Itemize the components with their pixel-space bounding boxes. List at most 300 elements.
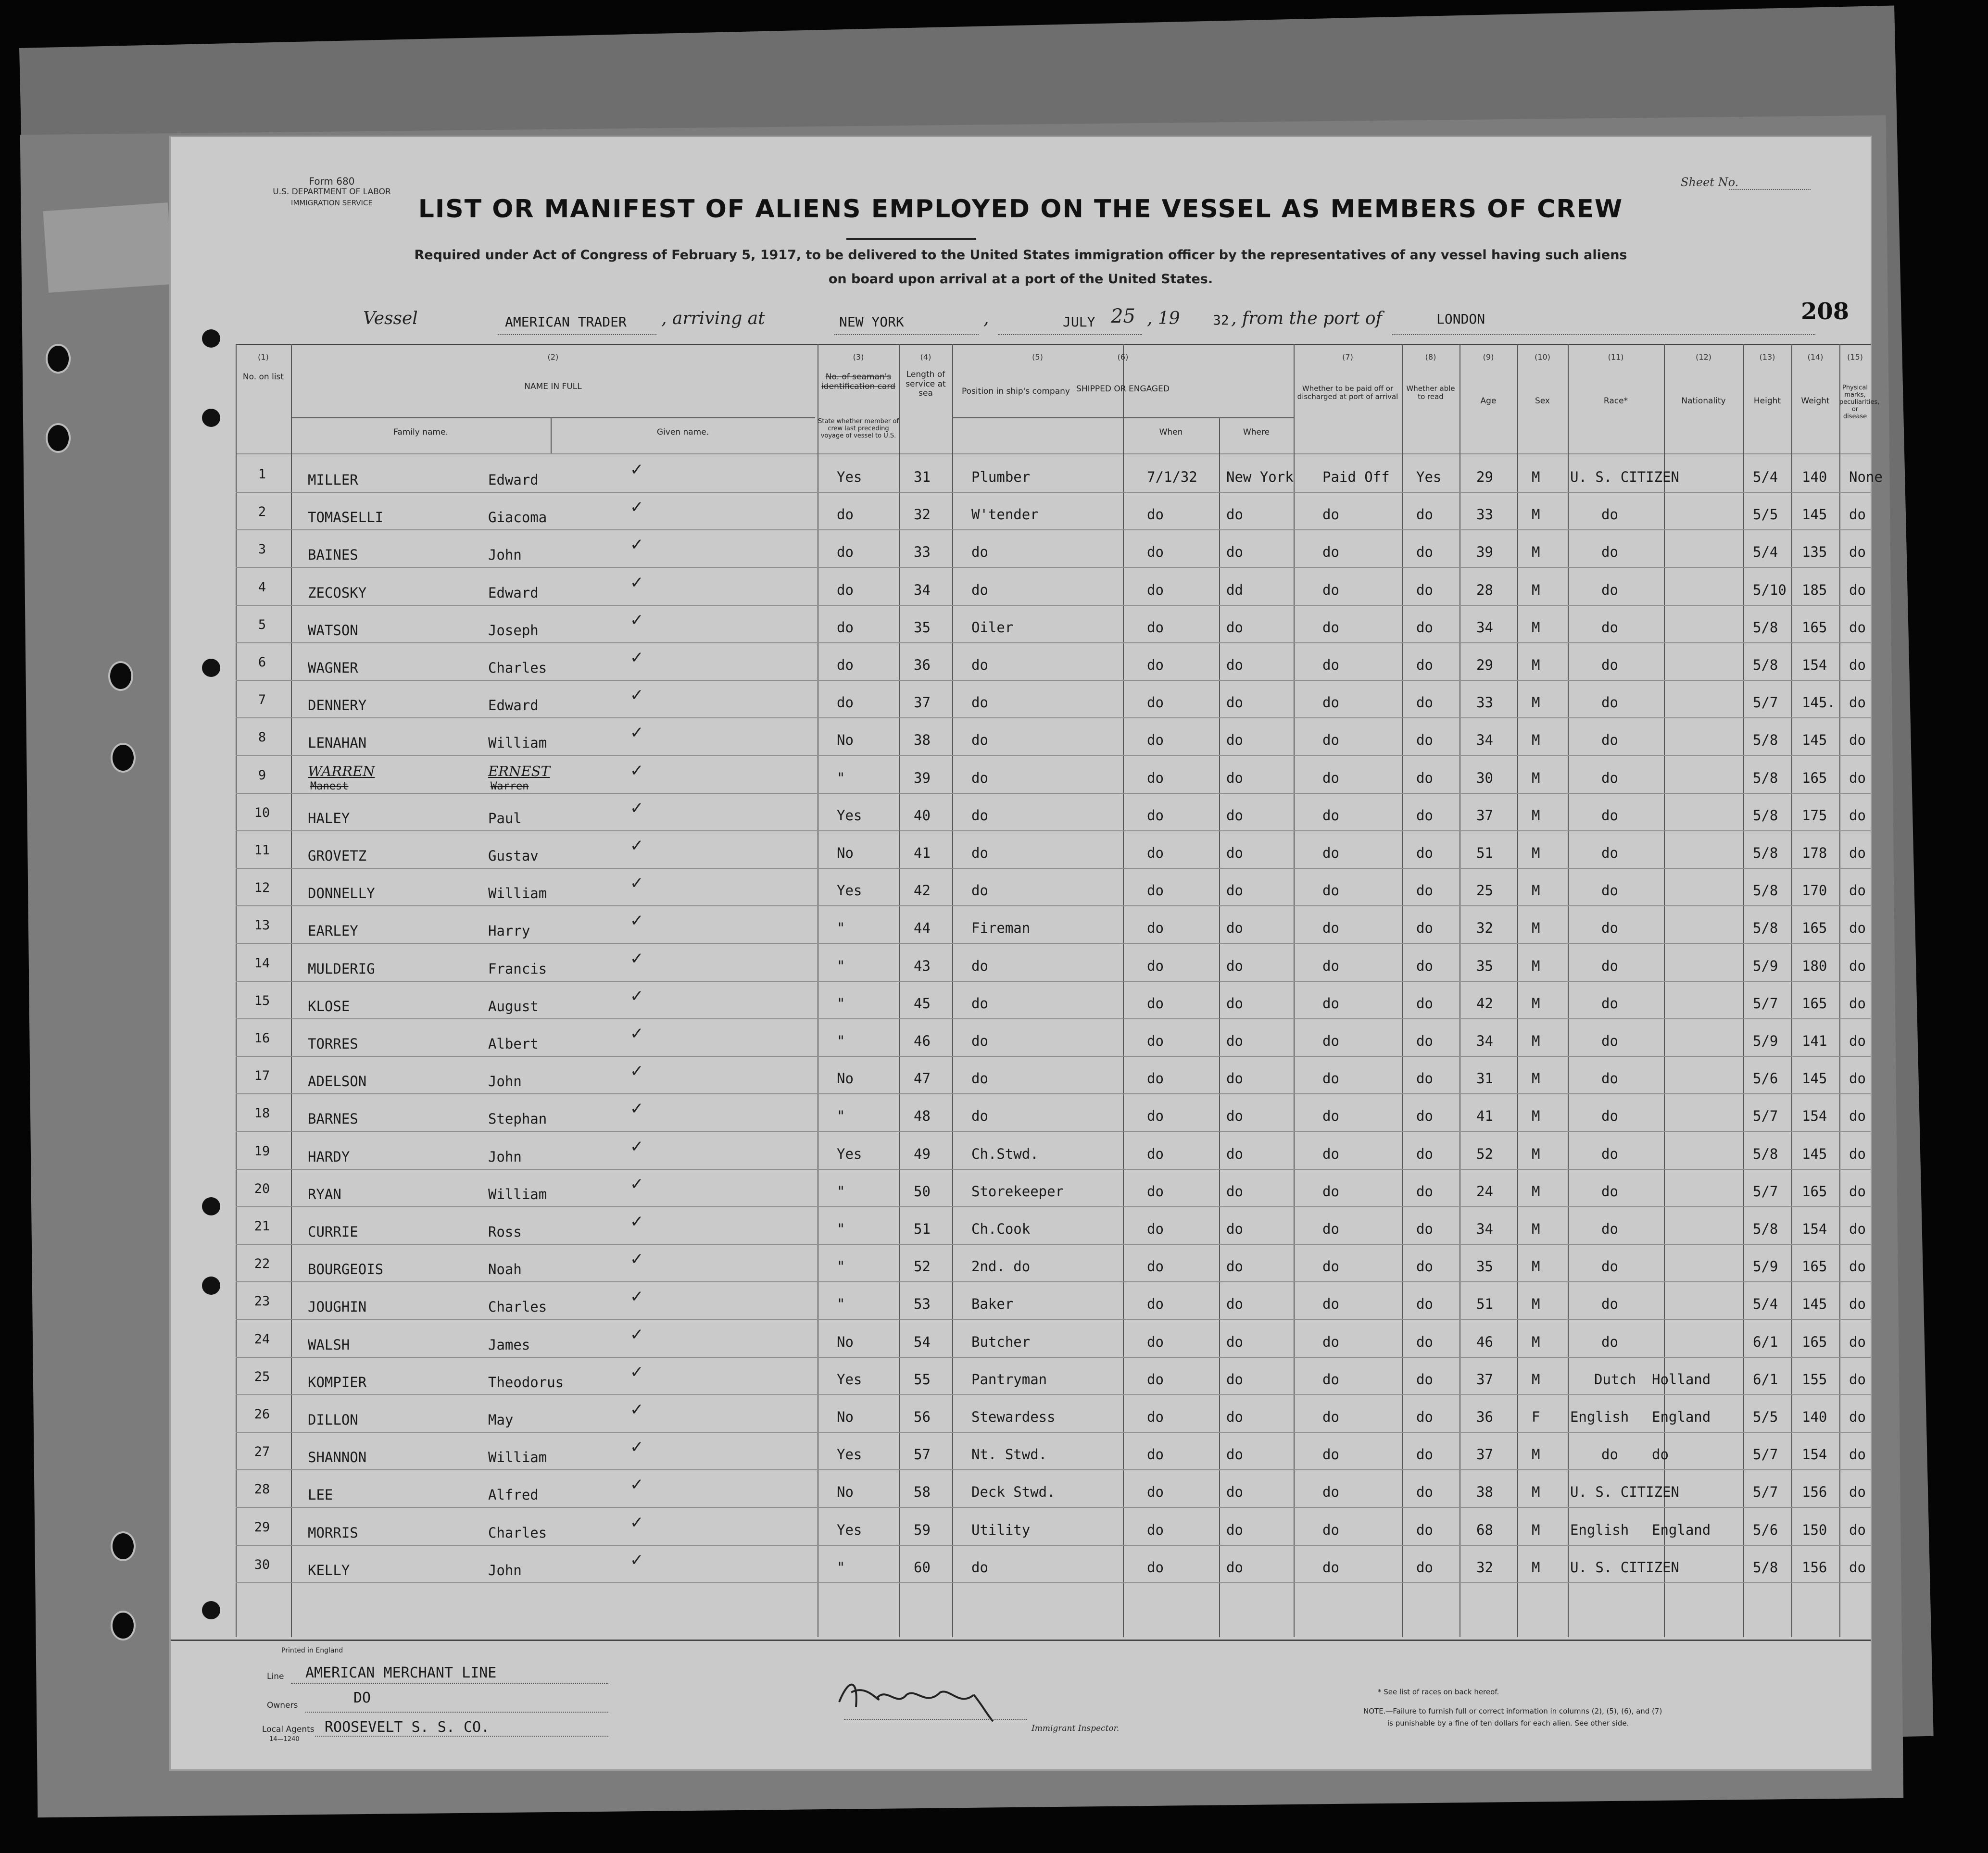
row-rule — [236, 717, 1871, 718]
shipped-when-cell: do — [1147, 769, 1164, 786]
penalty-note-1: NOTE.—Failure to furnish full or correct information in columns (2), (5), (6), and (7) — [1363, 1707, 1662, 1715]
race-cell: do — [1601, 1108, 1618, 1125]
column-rule — [236, 344, 237, 1637]
able-read-cell: Yes — [1416, 469, 1442, 485]
service-length-cell: 38 — [914, 732, 931, 749]
previous-voyage-cell: " — [837, 1296, 845, 1313]
department-name: U.S. DEPARTMENT OF LABOR — [273, 187, 391, 197]
arriving-label: , arriving at — [661, 309, 765, 328]
row-number: 19 — [254, 1143, 270, 1159]
line-label: Line — [267, 1672, 284, 1681]
position-cell: Plumber — [971, 469, 1031, 485]
check-mark-icon: ✓ — [630, 1212, 644, 1231]
shipped-when-cell: do — [1147, 1559, 1164, 1576]
given-name-cell: Noah — [488, 1261, 522, 1278]
check-mark-icon: ✓ — [630, 1099, 644, 1119]
physical-marks-cell: do — [1849, 1296, 1866, 1313]
sex-cell: M — [1532, 1221, 1540, 1237]
shipped-where-cell: do — [1226, 544, 1243, 561]
shipped-when-cell: do — [1147, 506, 1164, 523]
weight-cell: 165 — [1802, 1258, 1827, 1275]
physical-marks-cell: do — [1849, 1559, 1866, 1576]
height-cell: 5/8 — [1753, 845, 1778, 861]
header-position: Position in ship's company — [962, 387, 1070, 396]
paid-off-cell: do — [1322, 769, 1339, 786]
age-cell: 37 — [1476, 807, 1493, 824]
sex-cell: M — [1532, 469, 1540, 485]
struck-original-family: Manest — [310, 780, 349, 792]
sex-cell: M — [1532, 845, 1540, 861]
check-mark-icon: ✓ — [630, 836, 644, 855]
shipped-where-cell: do — [1226, 506, 1243, 523]
row-rule — [236, 1545, 1871, 1546]
shipped-when-cell: do — [1147, 1183, 1164, 1200]
paid-off-cell: do — [1322, 581, 1339, 598]
position-cell: Nt. Stwd. — [971, 1446, 1047, 1463]
service-length-cell: 40 — [914, 807, 931, 824]
weight-cell: 156 — [1802, 1559, 1827, 1576]
agents-value: ROOSEVELT S. S. CO. — [325, 1719, 490, 1736]
row-number: 1 — [258, 467, 266, 482]
nationality-cell: England — [1652, 1409, 1711, 1425]
sheet-number-field — [1729, 189, 1811, 190]
column-number: (8) — [1425, 352, 1436, 362]
sex-cell: M — [1532, 732, 1540, 749]
able-read-cell: do — [1416, 1333, 1433, 1350]
height-cell: 5/8 — [1753, 619, 1778, 636]
row-rule — [236, 1319, 1871, 1320]
position-cell: W'tender — [971, 506, 1039, 523]
service-name: IMMIGRATION SERVICE — [291, 199, 373, 207]
column-number: (11) — [1608, 352, 1624, 362]
weight-cell: 154 — [1802, 1446, 1827, 1463]
previous-voyage-cell: " — [837, 995, 845, 1012]
service-length-cell: 54 — [914, 1333, 931, 1350]
service-length-cell: 56 — [914, 1409, 931, 1425]
position-cell: Stewardess — [971, 1409, 1056, 1425]
shipped-where-cell: do — [1226, 957, 1243, 974]
row-number: 30 — [254, 1557, 270, 1572]
given-name-cell: John — [488, 1148, 522, 1165]
weight-cell: 180 — [1802, 957, 1827, 974]
paid-off-cell: do — [1322, 920, 1339, 937]
race-cell: do — [1601, 506, 1618, 523]
previous-voyage-cell: No — [837, 845, 854, 861]
service-length-cell: 59 — [914, 1521, 931, 1538]
shipped-where-cell: do — [1226, 1221, 1243, 1237]
row-rule — [236, 793, 1871, 794]
family-name-cell: DILLON — [308, 1412, 358, 1428]
race-cell: English — [1570, 1521, 1629, 1538]
age-cell: 25 — [1476, 882, 1493, 899]
previous-voyage-cell: Yes — [837, 882, 862, 899]
able-read-cell: do — [1416, 1258, 1433, 1275]
race-cell: U. S. CITIZEN — [1570, 1484, 1679, 1501]
race-cell: do — [1601, 845, 1618, 861]
check-mark-icon: ✓ — [630, 1287, 644, 1307]
given-name-cell: William — [488, 1186, 547, 1202]
paid-off-cell: do — [1322, 619, 1339, 636]
row-number: 20 — [254, 1181, 270, 1196]
weight-cell: 154 — [1802, 1108, 1827, 1125]
race-cell: do — [1601, 1145, 1618, 1162]
position-cell: Utility — [971, 1521, 1031, 1538]
given-name-cell: Joseph — [488, 622, 539, 639]
paid-off-cell: do — [1322, 1258, 1339, 1275]
service-length-cell: 42 — [914, 882, 931, 899]
penalty-note-2: is punishable by a fine of ten dollars for each alien. See other side. — [1387, 1719, 1629, 1728]
shipped-where-cell: do — [1226, 657, 1243, 673]
given-name-cell: William — [488, 1449, 547, 1466]
weight-cell: 145. — [1802, 694, 1836, 711]
paid-off-cell: do — [1322, 845, 1339, 861]
given-name-cell: Stephan — [488, 1111, 547, 1127]
previous-voyage-cell: Yes — [837, 469, 862, 485]
race-cell: do — [1601, 694, 1618, 711]
race-cell: do — [1601, 807, 1618, 824]
owners-value: DO — [353, 1690, 371, 1706]
position-cell: Ch.Cook — [971, 1221, 1031, 1237]
position-cell: Storekeeper — [971, 1183, 1064, 1200]
height-cell: 5/4 — [1753, 544, 1778, 561]
weight-cell: 140 — [1802, 1409, 1827, 1425]
paid-off-cell: do — [1322, 1033, 1339, 1049]
paid-off-cell: do — [1322, 1484, 1339, 1501]
check-mark-icon: ✓ — [630, 1513, 644, 1532]
row-rule — [236, 755, 1871, 756]
physical-marks-cell: do — [1849, 544, 1866, 561]
nationality-cell: do — [1652, 1446, 1669, 1463]
check-mark-icon: ✓ — [630, 798, 644, 818]
able-read-cell: do — [1416, 1296, 1433, 1313]
age-cell: 35 — [1476, 1258, 1493, 1275]
shipped-where-cell: do — [1226, 1296, 1243, 1313]
height-cell: 5/9 — [1753, 1258, 1778, 1275]
position-cell: do — [971, 769, 988, 786]
previous-voyage-cell: do — [837, 544, 854, 561]
sex-cell: M — [1532, 1333, 1540, 1350]
physical-marks-cell: do — [1849, 1183, 1866, 1200]
from-port-label: , from the port of — [1231, 309, 1382, 328]
footer-rule — [171, 1640, 1871, 1641]
shipped-when-cell: do — [1147, 1296, 1164, 1313]
row-number: 8 — [258, 730, 266, 745]
header-weight: Weight — [1801, 396, 1830, 406]
given-name-cell: James — [488, 1336, 530, 1353]
service-length-cell: 31 — [914, 469, 931, 485]
row-number: 25 — [254, 1369, 270, 1384]
sex-cell: M — [1532, 920, 1540, 937]
able-read-cell: do — [1416, 920, 1433, 937]
given-name-cell: Edward — [488, 584, 539, 601]
physical-marks-cell: do — [1849, 1371, 1866, 1388]
weight-cell: 140 — [1802, 469, 1827, 485]
check-mark-icon: ✓ — [630, 1137, 644, 1156]
column-number: (9) — [1483, 352, 1494, 362]
row-rule — [236, 1507, 1871, 1508]
row-rule — [236, 868, 1871, 869]
family-name-cell: MULDERIG — [308, 960, 375, 977]
position-cell: do — [971, 807, 988, 824]
height-cell: 5/7 — [1753, 1108, 1778, 1125]
family-name-cell: HARDY — [308, 1148, 350, 1165]
able-read-cell: do — [1416, 1033, 1433, 1049]
service-length-cell: 48 — [914, 1108, 931, 1125]
race-cell: do — [1601, 769, 1618, 786]
service-length-cell: 35 — [914, 619, 931, 636]
age-cell: 32 — [1476, 920, 1493, 937]
age-cell: 34 — [1476, 1221, 1493, 1237]
height-cell: 5/6 — [1753, 1070, 1778, 1087]
sex-cell: M — [1532, 1145, 1540, 1162]
shipped-when-cell: do — [1147, 1033, 1164, 1049]
service-length-cell: 32 — [914, 506, 931, 523]
previous-voyage-cell: " — [837, 1221, 845, 1237]
partial-stamp — [43, 202, 173, 293]
column-number: (4) — [920, 352, 931, 362]
previous-voyage-cell: do — [837, 657, 854, 673]
family-name-cell: KOMPIER — [308, 1374, 367, 1390]
sex-cell: M — [1532, 882, 1540, 899]
shipped-where-cell: do — [1226, 1333, 1243, 1350]
row-number: 28 — [254, 1482, 270, 1497]
column-number: (15) — [1847, 352, 1863, 362]
shipped-where-cell: do — [1226, 1108, 1243, 1125]
paid-off-cell: do — [1322, 1145, 1339, 1162]
age-cell: 34 — [1476, 732, 1493, 749]
column-number: (5) — [1032, 352, 1043, 362]
check-mark-icon: ✓ — [630, 498, 644, 517]
height-cell: 5/8 — [1753, 769, 1778, 786]
height-cell: 5/5 — [1753, 1409, 1778, 1425]
previous-voyage-cell: Yes — [837, 1446, 862, 1463]
check-mark-icon: ✓ — [630, 610, 644, 630]
races-note: * See list of races on back hereof. — [1378, 1688, 1499, 1696]
race-cell: do — [1601, 957, 1618, 974]
row-rule — [236, 680, 1871, 681]
sex-cell: M — [1532, 544, 1540, 561]
age-cell: 51 — [1476, 1296, 1493, 1313]
able-read-cell: do — [1416, 1371, 1433, 1388]
shipped-where-cell: do — [1226, 1145, 1243, 1162]
check-mark-icon: ✓ — [630, 648, 644, 667]
able-read-cell: do — [1416, 506, 1433, 523]
check-mark-icon: ✓ — [630, 723, 644, 743]
family-name-cell: WAGNER — [308, 660, 358, 676]
inspector-label: Immigrant Inspector. — [1032, 1724, 1120, 1733]
height-cell: 5/7 — [1753, 694, 1778, 711]
family-name-cell: WALSH — [308, 1336, 350, 1353]
shipped-when-cell: do — [1147, 1108, 1164, 1125]
weight-cell: 145 — [1802, 1145, 1827, 1162]
race-cell: do — [1601, 1333, 1618, 1350]
able-read-cell: do — [1416, 995, 1433, 1012]
page-number: 208 — [1801, 298, 1850, 325]
previous-voyage-cell: do — [837, 619, 854, 636]
position-cell: do — [971, 544, 988, 561]
weight-cell: 154 — [1802, 1221, 1827, 1237]
sex-cell: M — [1532, 581, 1540, 598]
family-name-cell: WARREN — [308, 763, 375, 779]
shipped-when-cell: do — [1147, 1446, 1164, 1463]
row-number: 11 — [254, 843, 270, 858]
family-name-cell: BARNES — [308, 1111, 358, 1127]
given-name-cell: Ross — [488, 1224, 522, 1240]
previous-voyage-cell: " — [837, 1033, 845, 1049]
age-cell: 37 — [1476, 1371, 1493, 1388]
departure-port: LONDON — [1436, 311, 1485, 327]
paid-off-cell: do — [1322, 1108, 1339, 1125]
row-rule — [236, 1432, 1871, 1433]
check-mark-icon: ✓ — [630, 1438, 644, 1457]
height-cell: 5/10 — [1753, 581, 1787, 598]
position-cell: do — [971, 581, 988, 598]
previous-voyage-cell: Yes — [837, 807, 862, 824]
height-cell: 5/8 — [1753, 732, 1778, 749]
physical-marks-cell: do — [1849, 581, 1866, 598]
physical-marks-cell: do — [1849, 1108, 1866, 1125]
weight-cell: 135 — [1802, 544, 1827, 561]
row-number: 12 — [254, 880, 270, 896]
service-length-cell: 46 — [914, 1033, 931, 1049]
header-where: Where — [1243, 427, 1270, 437]
header-length-service: Length of service at sea — [906, 370, 946, 399]
check-mark-icon: ✓ — [630, 1250, 644, 1269]
position-cell: do — [971, 995, 988, 1012]
age-cell: 33 — [1476, 694, 1493, 711]
column-number: (10) — [1535, 352, 1550, 362]
header-race: Race* — [1603, 396, 1628, 406]
paid-off-cell: do — [1322, 732, 1339, 749]
binder-hole — [111, 1611, 136, 1640]
height-cell: 6/1 — [1753, 1371, 1778, 1388]
race-cell: Dutch — [1594, 1371, 1636, 1388]
shipped-where-cell: do — [1226, 1521, 1243, 1538]
able-read-cell: do — [1416, 882, 1433, 899]
given-name-cell: Gustav — [488, 848, 539, 864]
row-rule — [236, 905, 1871, 906]
check-mark-icon: ✓ — [630, 1362, 644, 1382]
shipped-where-cell: do — [1226, 769, 1243, 786]
service-length-cell: 37 — [914, 694, 931, 711]
header-paid-off: Whether to be paid off or discharged at port of arrival — [1297, 384, 1398, 401]
height-cell: 5/5 — [1753, 506, 1778, 523]
header-split-name — [291, 417, 815, 418]
row-number: 4 — [258, 579, 266, 595]
position-cell: do — [971, 732, 988, 749]
height-cell: 5/7 — [1753, 995, 1778, 1012]
shipped-when-cell: do — [1147, 1221, 1164, 1237]
race-cell: do — [1601, 920, 1618, 937]
race-cell: do — [1601, 1033, 1618, 1049]
sex-cell: M — [1532, 694, 1540, 711]
physical-marks-cell: do — [1849, 882, 1866, 899]
weight-cell: 155 — [1802, 1371, 1827, 1388]
binder-hole — [46, 423, 71, 453]
physical-marks-cell: None — [1849, 469, 1883, 485]
row-rule — [236, 830, 1871, 831]
given-name-cell: Theodorus — [488, 1374, 564, 1390]
previous-voyage-cell: No — [837, 1070, 854, 1087]
physical-marks-cell: do — [1849, 657, 1866, 673]
able-read-cell: do — [1416, 1559, 1433, 1576]
agents-code: 14—1240 — [269, 1736, 300, 1743]
able-read-cell: do — [1416, 1521, 1433, 1538]
sex-cell: M — [1532, 807, 1540, 824]
physical-marks-cell: do — [1849, 506, 1866, 523]
age-cell: 42 — [1476, 995, 1493, 1012]
position-cell: do — [971, 882, 988, 899]
shipped-when-cell: do — [1147, 882, 1164, 899]
paid-off-cell: do — [1322, 1446, 1339, 1463]
shipped-when-cell: do — [1147, 1070, 1164, 1087]
height-cell: 5/8 — [1753, 1559, 1778, 1576]
column-rule — [1664, 344, 1665, 1637]
previous-voyage-cell: Yes — [837, 1371, 862, 1388]
given-name-cell: Edward — [488, 472, 539, 488]
weight-cell: 156 — [1802, 1484, 1827, 1501]
age-cell: 29 — [1476, 469, 1493, 485]
sex-cell: M — [1532, 1183, 1540, 1200]
height-cell: 5/9 — [1753, 1033, 1778, 1049]
row-number: 26 — [254, 1407, 270, 1422]
service-length-cell: 55 — [914, 1371, 931, 1388]
shipped-where-cell: do — [1226, 1559, 1243, 1576]
able-read-cell: do — [1416, 957, 1433, 974]
age-cell: 34 — [1476, 1033, 1493, 1049]
sex-cell: M — [1532, 657, 1540, 673]
port-dotline — [834, 334, 979, 335]
physical-marks-cell: do — [1849, 995, 1866, 1012]
position-cell: do — [971, 657, 988, 673]
age-cell: 36 — [1476, 1409, 1493, 1425]
previous-voyage-cell: Yes — [837, 1521, 862, 1538]
service-length-cell: 47 — [914, 1070, 931, 1087]
header-previous-voyage: State whether member of crew last preceding voyage of vessel to U.S. — [818, 418, 899, 439]
shipped-when-cell: do — [1147, 1333, 1164, 1350]
shipped-when-cell: do — [1147, 1258, 1164, 1275]
service-length-cell: 33 — [914, 544, 931, 561]
check-mark-icon: ✓ — [630, 986, 644, 1006]
check-mark-icon: ✓ — [630, 874, 644, 893]
check-mark-icon: ✓ — [630, 949, 644, 968]
shipped-when-cell: do — [1147, 1145, 1164, 1162]
weight-cell: 165 — [1802, 920, 1827, 937]
age-cell: 29 — [1476, 657, 1493, 673]
row-number: 27 — [254, 1444, 270, 1460]
row-number: 23 — [254, 1294, 270, 1309]
family-name-cell: TOMASELLI — [308, 509, 384, 526]
table-header-bottom — [236, 453, 1871, 454]
physical-marks-cell: do — [1849, 1333, 1866, 1350]
shipped-when-cell: do — [1147, 845, 1164, 861]
row-rule — [236, 492, 1871, 493]
paid-off-cell: do — [1322, 957, 1339, 974]
agents-dotline — [315, 1736, 608, 1737]
family-name-cell: LENAHAN — [308, 735, 367, 751]
header-shipped-engaged: SHIPPED OR ENGAGED — [1076, 384, 1170, 394]
shipped-where-cell: do — [1226, 807, 1243, 824]
shipped-where-cell: do — [1226, 732, 1243, 749]
title-underline — [846, 238, 976, 240]
given-name-cell: Paul — [488, 810, 522, 826]
row-rule — [236, 1056, 1871, 1057]
check-mark-icon: ✓ — [630, 686, 644, 705]
column-rule — [1219, 417, 1220, 1637]
header-physical-marks: Physical marks, peculiarities, or disease — [1839, 384, 1880, 420]
able-read-cell: do — [1416, 732, 1433, 749]
date-dotline — [998, 334, 1142, 335]
